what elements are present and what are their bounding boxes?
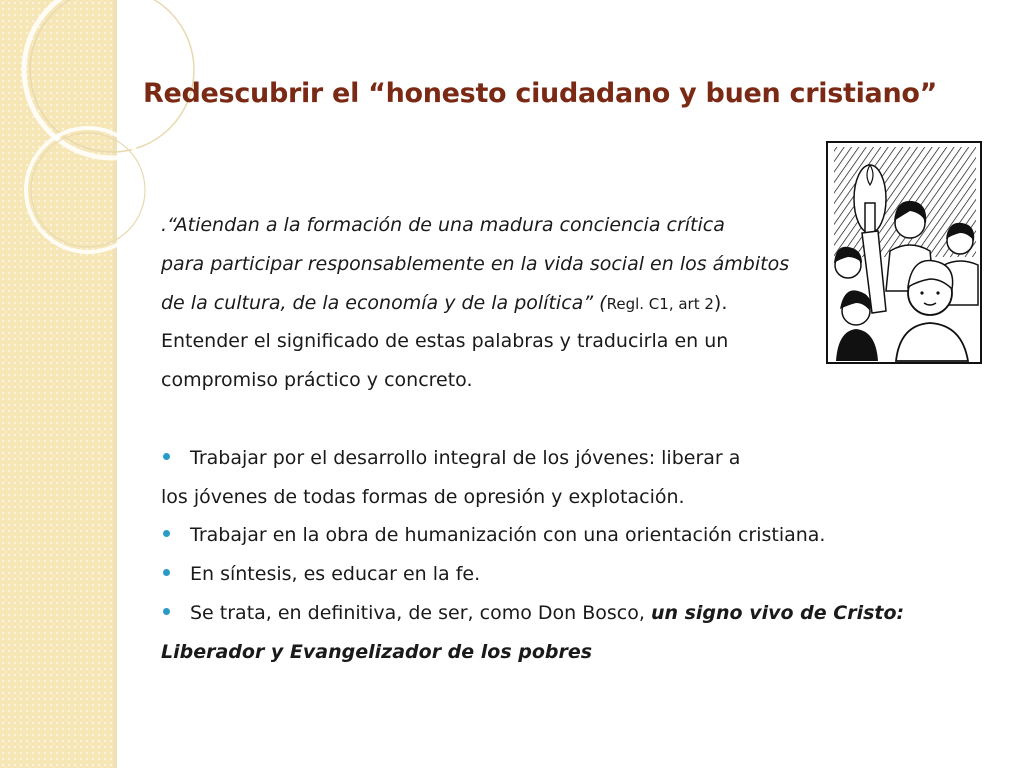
bullet-1-text: Trabajar por el desarrollo integral de los jóvenes: liberar a: [190, 446, 741, 469]
bullet-item-1: [161, 439, 981, 478]
quote-line-2: para participar responsablemente en la vida social en los ámbitos: [161, 252, 790, 275]
rule-reference: Regl. C1, art 2: [606, 294, 714, 313]
quote-line-3-end: ).: [713, 291, 728, 314]
quote-line-1: .“Atiendan a la formación de una madura conciencia crítica: [161, 214, 725, 236]
bullet-item-3: [161, 555, 981, 594]
bullet-dot-icon: [163, 569, 170, 576]
bullet-2-text: Trabajar en la obra de humanización con una orientación cristiana.: [190, 524, 826, 547]
bullet-item-4: [161, 594, 981, 633]
paragraph-line-2: compromiso práctico y concreto.: [161, 369, 473, 392]
bullet-item-1-continuation: los jóvenes de todas formas de opresión y explotación.: [161, 485, 685, 508]
bullet-dot-icon: [163, 453, 170, 460]
bullet-4-emphasis: un signo vivo de Cristo:: [650, 601, 905, 624]
paragraph-line-1: Entender el significado de estas palabras y traducirla en un: [161, 330, 729, 353]
slide-title: Redescubrir el “honesto ciudadano y buen cristiano”: [143, 78, 938, 109]
youth-candle-illustration: [826, 141, 982, 364]
quote-line-3-text: de la cultura, de la economía y de la política” (: [161, 291, 607, 314]
bullet-dot-icon: [163, 608, 170, 615]
spacer: [161, 400, 981, 439]
bullet-dot-icon: [163, 530, 170, 537]
bullet-3-text: En síntesis, es educar en la fe.: [190, 563, 481, 586]
bullet-4-text: Se trata, en definitiva, de ser, como Don Bosco,: [190, 601, 651, 624]
bullet-item-2: [161, 516, 981, 555]
bullet-item-4-continuation: Liberador y Evangelizador de los pobres: [161, 640, 593, 663]
